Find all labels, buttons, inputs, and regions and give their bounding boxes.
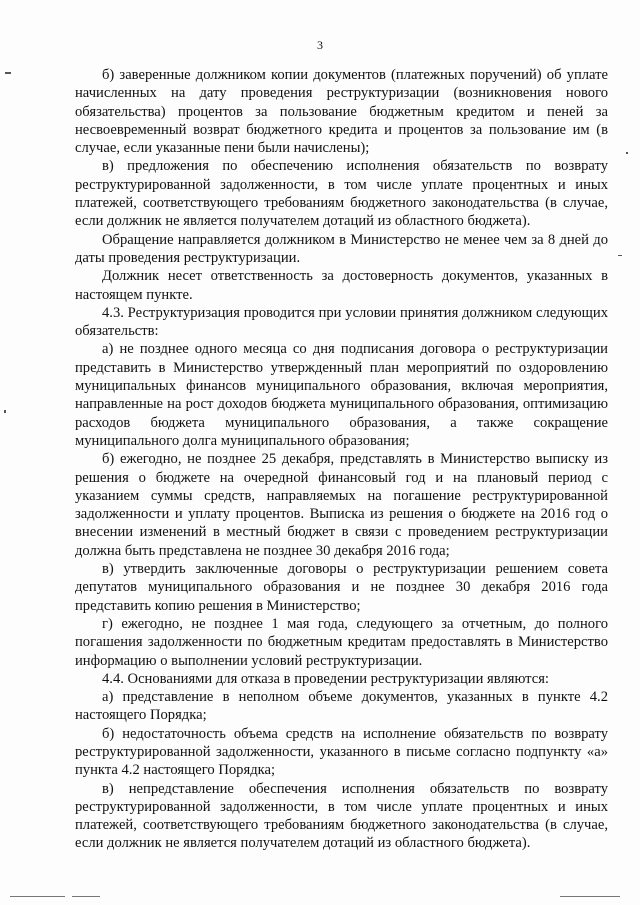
paragraph-4-3-b: б) ежегодно, не позднее 25 декабря, представлять в Министерство выписку из решения о бюджете на очередной финансовый год и на плановый период с указанием суммы средств, направляемых на погашение реструктурированной задолженности и уплату процентов. Выписка из решения о бюджете на 2016 год о внесении изменений в местный бюджет в связи с проведением реструктуризации должна быть представлена не позднее 30 декабря 2016 года; — [75, 451, 608, 559]
paragraph-4-4-b: б) недостаточность объема средств на исполнение обязательств по возврату реструктурированной задолженности, указанного в письме согласно подпункту «а» пункта 4.2 настоящего Порядка; — [75, 725, 608, 779]
scan-artifact — [626, 152, 628, 154]
paragraph-appeal-deadline: Обращение направляется должником в Министерство не менее чем за 8 дней до даты проведения реструктуризации. — [75, 231, 608, 266]
scan-artifact — [4, 410, 6, 413]
footer-rule — [560, 896, 620, 897]
page-number: 3 — [317, 38, 323, 52]
paragraph-4-3-a: а) не позднее одного месяца со дня подписания договора о реструктуризации представить в Министерство утвержденный план мероприятий по оздоровлению муниципальных финансов муниципального образования, включая мероприятия, направленные на рост доходов бюджета муниципального образования, оптимизацию расходов бюджета муниципального образования, а также сокращение муниципального долга муниципального образования; — [75, 341, 608, 449]
paragraph-4-3-v: в) утвердить заключенные договоры о реструктуризации решением совета депутатов муниципального образования и не позднее 30 декабря 2016 года представить копию решения в Министерство; — [75, 561, 608, 614]
footer-rule — [72, 896, 100, 897]
paragraph-4-2-v: в) предложения по обеспечению исполнения обязательств по возврату реструктурированной задолженности, в том числе уплате процентных и иных платежей, соответствующего требованиям бюджетного законодательства (в случае, если должник не является получателем дотаций из областного бюджета). — [75, 158, 608, 230]
footer-rule — [10, 896, 65, 897]
paragraph-4-4-heading: 4.4. Основаниями для отказа в проведении реструктуризации являются: — [102, 670, 549, 687]
scan-artifact — [618, 255, 622, 256]
paragraph-4-2-b: б) заверенные должником копии документов (платежных поручений) об уплате начисленных на дату проведения реструктуризации (возникновения нового обязательства) процентов за пользование бюджетным кредитом и пеней за несвоевременный возврат бюджетного кредита и процентов за пользование им (в случае, если указанные пени были начислены); — [75, 67, 608, 157]
document-body — [75, 66, 608, 853]
scan-artifact — [5, 72, 11, 74]
paragraph-4-4-v: в) непредставление обеспечения исполнения обязательств по возврату реструктурированной задолженности, в том числе уплате процентных и иных платежей, соответствующего требованиям бюджетного законодательства (в случае, если должник не является получателем дотаций из областного бюджета). — [75, 780, 608, 852]
paragraph-responsibility: Должник несет ответственность за достоверность документов, указанных в настоящем пункте. — [75, 268, 608, 303]
paragraph-4-3-heading: 4.3. Реструктуризация проводится при условии принятия должником следующих обязательств: — [75, 304, 608, 340]
paragraph-4-4-a: а) представление в неполном объеме документов, указанных в пункте 4.2 настоящего Порядка; — [75, 689, 608, 724]
paragraph-4-3-g: г) ежегодно, не позднее 1 мая года, следующего за отчетным, до полного погашения задолженности по бюджетным кредитам предоставлять в Министерство информацию о выполнении условий реструктуризации. — [75, 615, 608, 669]
